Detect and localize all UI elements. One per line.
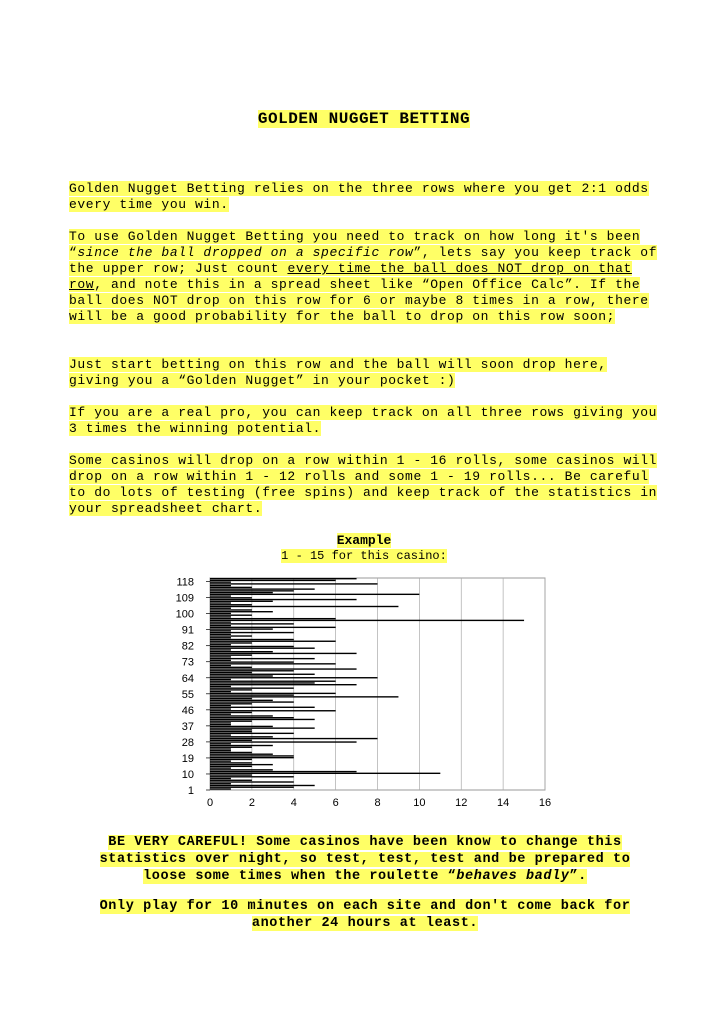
bar <box>210 606 398 607</box>
bar <box>210 590 294 591</box>
bar <box>210 627 336 628</box>
warning-text: BE VERY CAREFUL! Some casinos have been know to change this statistics over night, so test, test, test and be prepared to loose some times when the roulette “ <box>99 835 631 884</box>
bar <box>210 778 231 779</box>
bar <box>210 724 231 725</box>
bar <box>210 788 231 789</box>
bar <box>210 684 357 685</box>
bar <box>210 634 231 635</box>
bar <box>210 741 357 742</box>
bar <box>210 654 252 655</box>
example-heading <box>0 533 728 549</box>
y-tick-label: 37 <box>181 720 194 733</box>
x-tick-label: 4 <box>290 797 297 809</box>
y-tick-label: 82 <box>181 640 194 653</box>
y-tick-label: 64 <box>181 672 194 685</box>
y-tick-label: 19 <box>181 752 194 765</box>
paragraph-casinos-text: Some casinos will drop on a row within 1 - 16 rolls, some casinos will drop on a row within 1 - 12 rolls and some 1 - 19 rolls... Be careful to do lots of testing (free spins) and keep track of the statistics in your spreadsheet chart. <box>69 453 658 516</box>
bar <box>210 616 231 617</box>
title-text: GOLDEN NUGGET BETTING <box>257 110 471 128</box>
bar <box>210 674 315 675</box>
bar <box>210 637 231 638</box>
bar <box>210 578 357 579</box>
bar <box>210 720 252 721</box>
bar <box>210 623 294 624</box>
bar <box>210 708 231 709</box>
bar <box>210 707 315 708</box>
x-tick-label: 16 <box>538 797 552 809</box>
bar <box>210 787 294 788</box>
paragraph-casinos <box>69 453 659 517</box>
bar <box>210 646 294 647</box>
bar <box>210 679 231 680</box>
warning-end: ”. <box>569 869 587 884</box>
y-tick-label: 100 <box>175 608 194 621</box>
bar <box>210 780 252 781</box>
bar <box>210 608 231 609</box>
bar <box>210 667 252 668</box>
paragraph-intro-text: Golden Nugget Betting relies on the three rows where you get 2:1 odds every time you win. <box>69 181 649 212</box>
bar <box>210 766 252 767</box>
bar <box>210 773 440 774</box>
bar <box>210 604 252 605</box>
bar <box>210 687 294 688</box>
bar <box>210 660 231 661</box>
bar <box>210 672 252 673</box>
paragraph-intro <box>69 181 659 213</box>
bar <box>210 625 231 626</box>
bar <box>210 677 378 678</box>
bar-chart <box>150 568 570 818</box>
bar <box>210 656 231 657</box>
bar <box>210 642 252 643</box>
bar <box>210 620 524 621</box>
bar <box>210 752 252 753</box>
example-heading-text: Example <box>336 533 392 548</box>
y-tick-label: 28 <box>181 736 194 749</box>
bar <box>210 585 231 586</box>
paragraph-tracking <box>69 229 659 325</box>
bar <box>210 658 315 659</box>
bar <box>210 668 357 669</box>
bar <box>210 726 273 727</box>
bar <box>210 628 273 629</box>
bar <box>210 738 378 739</box>
bar <box>210 715 273 716</box>
bar <box>210 754 273 755</box>
bar <box>210 599 357 600</box>
p2-c: ”, lets say you keep track of the upper row; Just count <box>69 245 658 276</box>
bar <box>210 700 273 701</box>
bar <box>210 691 231 692</box>
bar <box>210 748 231 749</box>
bar <box>210 755 294 756</box>
bar <box>210 727 315 728</box>
example-subheading <box>0 548 728 564</box>
x-tick-label: 2 <box>248 797 255 809</box>
bar <box>210 649 231 650</box>
bar <box>210 705 231 706</box>
bar <box>210 698 252 699</box>
time-limit-text: Only play for 10 minutes on each site and don't come back for another 24 hours at least. <box>99 899 631 931</box>
bar <box>210 602 231 603</box>
bar <box>210 747 252 748</box>
y-tick-label: 73 <box>181 656 194 669</box>
y-tick-label: 1 <box>187 785 194 797</box>
bar <box>210 750 231 751</box>
bar <box>210 767 231 768</box>
bar <box>210 618 336 619</box>
bar <box>210 689 252 690</box>
bar <box>210 740 252 741</box>
paragraph-start-betting-text: Just start betting on this row and the ball will soon drop here, giving you a “Golden Nugget” in your pocket :) <box>69 357 607 388</box>
bar <box>210 769 273 770</box>
bar <box>210 712 252 713</box>
p2-underline: every time the ball does NOT drop on that row <box>69 261 632 292</box>
bar <box>210 729 252 730</box>
bar <box>210 696 398 697</box>
bar <box>210 594 419 595</box>
bar <box>210 663 336 664</box>
bar <box>210 714 231 715</box>
bar <box>210 783 231 784</box>
bar <box>210 665 231 666</box>
bar <box>210 719 315 720</box>
bar <box>210 630 231 631</box>
bar <box>210 771 357 772</box>
bar <box>210 675 273 676</box>
bar <box>210 581 231 582</box>
bar <box>210 635 252 636</box>
bar <box>210 734 231 735</box>
bar <box>210 776 294 777</box>
x-tick-label: 8 <box>374 797 381 809</box>
bar <box>210 785 315 786</box>
bar <box>210 613 231 614</box>
bar <box>210 736 273 737</box>
warning-paragraph <box>80 834 650 885</box>
p2-a: To use Golden Nugget Betting you need to track on how long it's been “ <box>69 229 641 260</box>
bar <box>210 694 294 695</box>
bar <box>210 601 273 602</box>
bar <box>210 731 252 732</box>
p2-e: , and note this in a spread sheet like “Open Office Calc”. If the ball does NOT drop on this row for 6 or maybe 8 times in a row, there will be a good probability for the ball to drop on this row soon; <box>69 277 649 324</box>
x-tick-label: 14 <box>497 797 510 809</box>
y-tick-label: 118 <box>176 576 194 589</box>
page-title <box>0 110 728 128</box>
bar <box>210 710 336 711</box>
bar <box>210 653 357 654</box>
bar <box>210 670 294 671</box>
p2-emphasis: since the ball dropped on a specific row <box>77 245 414 260</box>
bar <box>210 686 231 687</box>
bar <box>210 681 336 682</box>
bar <box>210 661 294 662</box>
y-tick-label: 91 <box>181 624 194 637</box>
y-tick-label: 10 <box>181 768 194 781</box>
bar <box>210 641 336 642</box>
bar <box>210 745 273 746</box>
bar <box>210 595 231 596</box>
paragraph-pro <box>69 405 659 437</box>
warning-emphasis: behaves badly <box>456 869 570 884</box>
bar <box>210 648 315 649</box>
bar <box>210 609 252 610</box>
bar <box>210 682 315 683</box>
bar <box>210 644 231 645</box>
bar <box>210 651 273 652</box>
bar <box>210 762 252 763</box>
bar <box>210 743 231 744</box>
paragraph-pro-text: If you are a real pro, you can keep track on all three rows giving you 3 times the winning potential. <box>69 405 658 436</box>
bar <box>210 733 294 734</box>
bar <box>210 583 378 584</box>
bar <box>210 621 231 622</box>
bar <box>210 701 294 702</box>
y-tick-label: 46 <box>181 704 194 717</box>
bar <box>210 693 336 694</box>
example-subheading-text: 1 - 15 for this casino: <box>281 549 447 563</box>
bar <box>210 611 273 612</box>
paragraph-start-betting <box>69 357 659 389</box>
y-tick-label: 109 <box>175 592 194 605</box>
bar <box>210 764 273 765</box>
bar <box>210 639 294 640</box>
bar <box>210 717 294 718</box>
bar <box>210 614 252 615</box>
bar <box>210 587 252 588</box>
x-tick-label: 6 <box>332 797 339 809</box>
x-tick-label: 10 <box>413 797 426 809</box>
bar <box>210 703 252 704</box>
time-limit-paragraph <box>80 898 650 932</box>
bar <box>210 722 231 723</box>
bar <box>210 588 315 589</box>
bar <box>210 760 231 761</box>
bar <box>210 781 294 782</box>
bar <box>210 632 294 633</box>
bar <box>210 759 252 760</box>
bar <box>210 757 294 758</box>
bar <box>210 580 336 581</box>
bar <box>210 774 252 775</box>
x-tick-label: 0 <box>206 797 214 809</box>
x-tick-label: 12 <box>455 797 468 809</box>
y-tick-label: 55 <box>181 688 194 701</box>
bar <box>210 592 273 593</box>
bar <box>210 597 252 598</box>
